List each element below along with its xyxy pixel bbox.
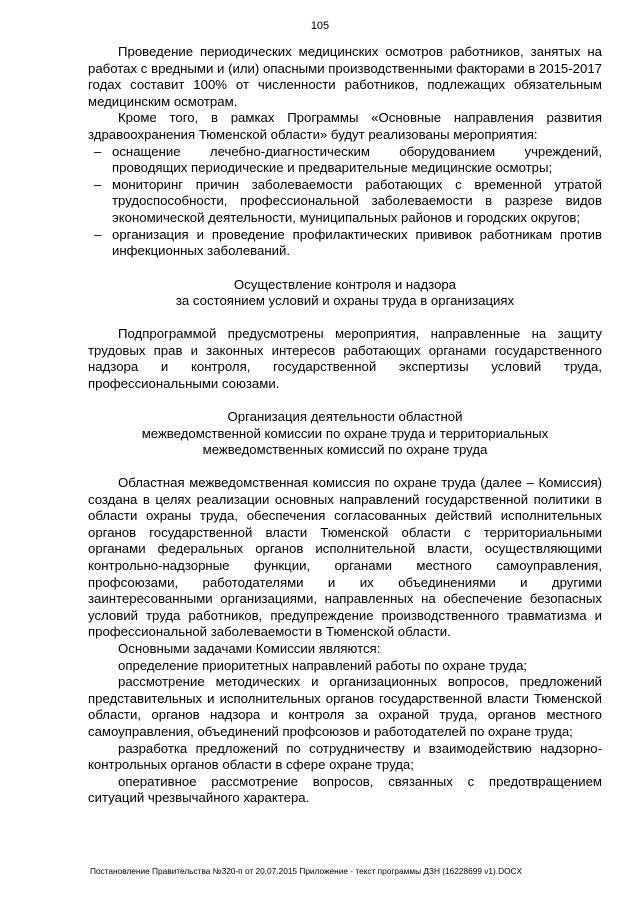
list-item-text: оснащение лечебно-диагностическим оборудованием учреждений, проводящих периодические и предварительные медицинские осмотры;: [112, 143, 602, 176]
list-item-text: организация и проведение профилактических прививок работникам против инфекционных заболеваний.: [112, 226, 602, 259]
heading-line: межведомственных комиссий по охране труда: [202, 442, 488, 458]
heading-line: межведомственной комиссии по охране труда и территориальных: [141, 425, 549, 441]
paragraph-task: разработка предложений по сотрудничеству и взаимодействию надзорно-контрольных органов области в сфере охране труда;: [88, 740, 602, 773]
heading-line: Осуществление контроля и надзора: [233, 276, 457, 292]
list-item: [88, 144, 602, 177]
measures-list: [88, 144, 602, 260]
list-item: [88, 177, 602, 227]
dash-marker: –: [94, 226, 102, 242]
dash-marker: –: [94, 143, 102, 159]
paragraph-task: оперативное рассмотрение вопросов, связанных с предотвращением ситуаций чрезвычайного характера.: [88, 773, 602, 806]
section-heading-control: [88, 277, 602, 310]
section-heading-commission: [88, 409, 602, 459]
paragraph-tasks-intro: Основными задачами Комиссии являются:: [118, 641, 381, 656]
dash-marker: –: [94, 176, 102, 192]
document-footer: Постановление Правительства №320-п от 20.07.2015 Приложение - текст программы ДЗН (16228699 v1).DOCX: [90, 866, 523, 876]
heading-line: Организация деятельности областной: [227, 409, 463, 425]
page-number: 105: [310, 20, 330, 32]
paragraph-task: рассмотрение методических и организационных вопросов, предложений представительных и исполнительных органов государственной власти Тюменской области, органов надзора и контроля за охраной труда, органов местного самоуправления, объединений профсоюзов и работодателей по охране труда;: [88, 674, 602, 739]
document-body: [88, 44, 602, 807]
list-item: [88, 227, 602, 260]
paragraph-task: определение приоритетных направлений работы по охране труда;: [118, 657, 528, 673]
paragraph-program-measures: Кроме того, в рамках Программы «Основные направления развития здравоохранения Тюменской области» будут реализованы мероприятия:: [88, 110, 602, 142]
paragraph-commission: Областная межведомственная комиссия по охране труда (далее – Комиссия) создана в целях реализации основных направлений государственной политики в области охраны труда, обеспечения согласованных действий исполнительных органов государственной власти Тюменской области с территориальными органами федеральных органов исполнительной власти, осуществляющими контрольно-надзорные функции, органами местного самоуправления, профсоюзами, работодателями и их объединениями и другими заинтересованными организациями, направленных на обеспечение безопасных условий труда работников, предупреждение производственного травматизма и профессиональной заболеваемости в Тюменской области.: [88, 475, 602, 640]
heading-line: за состоянием условий и охраны труда в организациях: [175, 293, 515, 309]
paragraph-subprogram: Подпрограммой предусмотрены мероприятия, направленные на защиту трудовых прав и законных интересов работающих органами государственного надзора и контроля, государственной экспертизы условий труда, профессиональными союзами.: [88, 325, 602, 391]
list-item-text: мониторинг причин заболеваемости работающих с временной утратой трудоспособности, профессиональной заболеваемости в разрезе видов экономической деятельности, муниципальных районов и городских округов;: [112, 176, 602, 225]
paragraph-medical-exams: Проведение периодических медицинских осмотров работников, занятых на работах с вредными и (или) опасными производственными факторами в 2015-2017 годах составит 100% от численности работников, подлежащих обязательным медицинским осмотрам.: [88, 44, 602, 109]
